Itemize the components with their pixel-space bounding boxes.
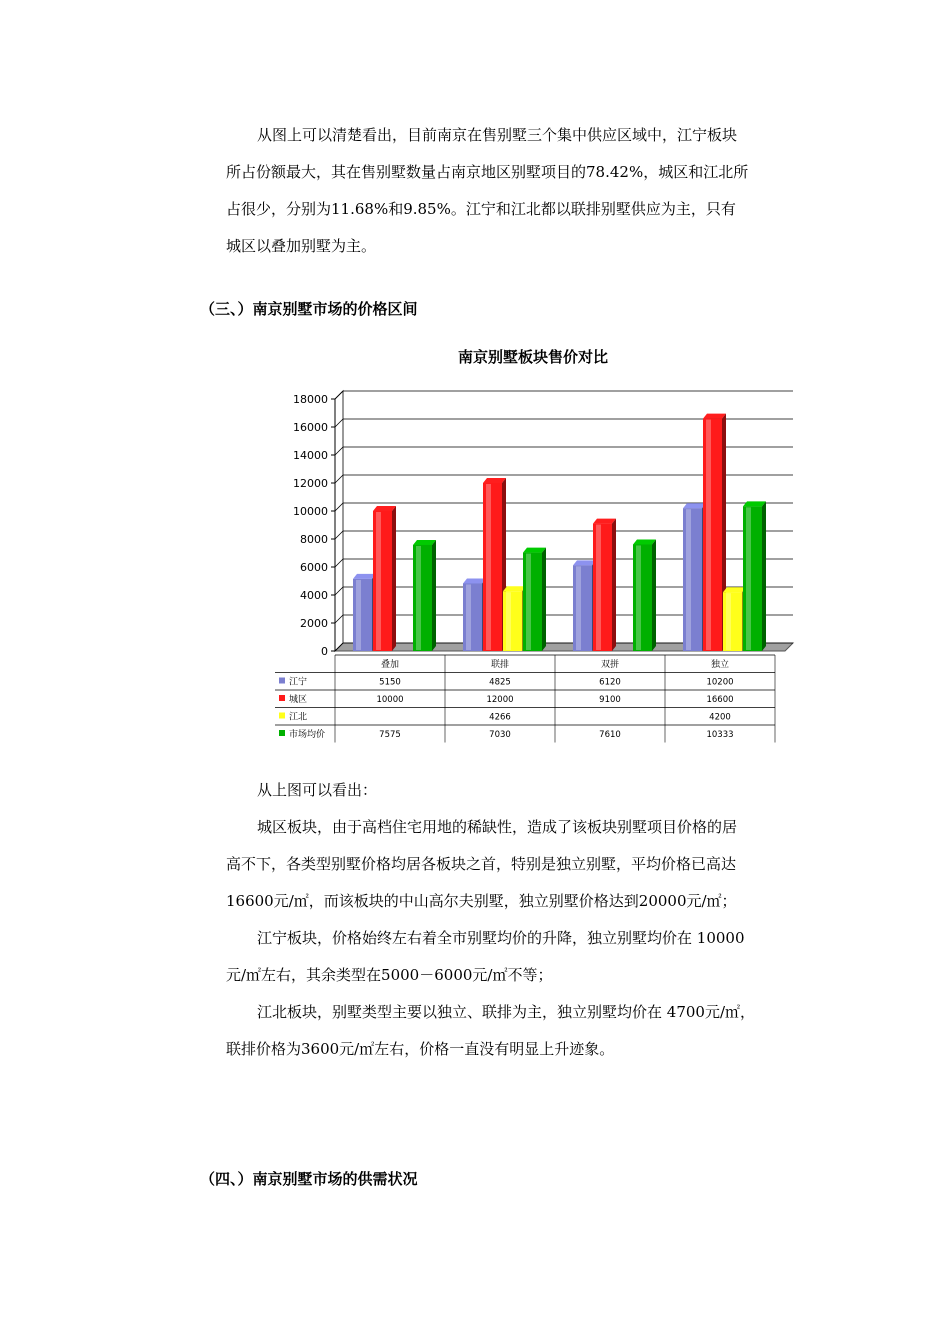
bar-front xyxy=(573,565,592,651)
data-label: 6120 xyxy=(599,677,621,688)
data-label: 10333 xyxy=(706,730,734,740)
bar-highlight xyxy=(746,507,751,650)
bar xyxy=(523,548,546,651)
bar xyxy=(373,506,396,651)
bar-top xyxy=(723,587,746,592)
bar-top xyxy=(633,539,656,544)
bar-front xyxy=(353,579,372,651)
y-tick-label: 16000 xyxy=(293,421,328,434)
bar-side xyxy=(612,519,616,651)
bar-top xyxy=(573,560,596,565)
intro-line: 城区以叠加别墅为主。 xyxy=(226,237,377,255)
analysis-line: 江北板块，别墅类型主要以独立、联排为主，独立别墅均价在 4700元/㎡， xyxy=(257,1003,755,1021)
bar-top xyxy=(503,586,526,591)
legend-label: 市场均价 xyxy=(289,730,326,740)
category-label: 双拼 xyxy=(600,660,620,670)
bar-highlight xyxy=(526,554,531,650)
bar-highlight xyxy=(416,546,421,650)
analysis-line: 16600元/㎡，而该板块的中山高尔夫别墅，独立别墅价格达到20000元/㎡； xyxy=(226,892,737,910)
bar xyxy=(463,578,486,651)
legend-swatch xyxy=(279,730,285,736)
y-tick-label: 0 xyxy=(321,645,328,658)
legend-label: 江宁 xyxy=(289,677,308,688)
data-label: 9100 xyxy=(599,695,621,705)
bar-side xyxy=(762,501,766,651)
bar-front xyxy=(703,419,722,651)
bar xyxy=(353,574,376,651)
legend-label: 城区 xyxy=(289,695,308,705)
bar-top xyxy=(703,414,726,419)
category-label: 独立 xyxy=(710,660,730,670)
bar-top xyxy=(593,519,616,524)
bar-side xyxy=(392,506,396,651)
bar xyxy=(723,587,746,651)
bar-front xyxy=(463,583,482,651)
bar xyxy=(503,586,526,651)
data-label: 4200 xyxy=(709,712,731,723)
price-comparison-chart xyxy=(265,335,795,750)
intro-line: 从图上可以清楚看出，目前南京在售别墅三个集中供应区域中，江宁板块 xyxy=(257,126,738,144)
y-tick-label: 2000 xyxy=(300,617,328,630)
data-label: 16600 xyxy=(706,695,734,705)
bar-front xyxy=(633,544,652,651)
chart-data-table xyxy=(275,655,775,743)
bar-side xyxy=(432,540,436,651)
bar-front xyxy=(593,524,612,651)
legend-swatch xyxy=(279,713,285,719)
bar xyxy=(633,539,656,651)
intro-line: 占很少，分别为11.68%和9.85%。江宁和江北都以联排别墅供应为主，只有 xyxy=(226,200,736,218)
bar-highlight xyxy=(466,584,471,650)
bar-top xyxy=(523,548,546,553)
y-tick-label: 14000 xyxy=(293,449,328,462)
analysis-line: 高不下，各类型别墅价格均居各板块之首，特别是独立别墅，平均价格已高达 xyxy=(226,855,737,873)
data-label: 4825 xyxy=(489,677,511,688)
y-tick-label: 4000 xyxy=(300,589,328,602)
bar-side xyxy=(542,548,546,651)
bar-front xyxy=(743,506,762,651)
bar xyxy=(483,478,506,651)
analysis-line: 联排价格为3600元/㎡左右，价格一直没有明显上升迹象。 xyxy=(226,1040,615,1058)
bar-highlight xyxy=(706,420,711,650)
bar xyxy=(573,560,596,651)
analysis-line: 城区板块，由于高档住宅用地的稀缺性，造成了该板块别墅项目价格的居 xyxy=(257,818,738,836)
data-label: 7610 xyxy=(599,730,621,740)
bar-highlight xyxy=(356,580,361,650)
data-label: 5150 xyxy=(379,677,401,688)
data-label: 4266 xyxy=(489,712,511,723)
bar-top xyxy=(743,501,766,506)
bar-highlight xyxy=(506,592,511,650)
section-heading: （四、）南京别墅市场的供需状况 xyxy=(200,1170,418,1188)
bar-front xyxy=(413,545,432,651)
bar-front xyxy=(373,511,392,651)
bar-highlight xyxy=(686,509,691,650)
bar-front xyxy=(683,508,702,651)
bar-top xyxy=(373,506,396,511)
bar-highlight xyxy=(636,545,641,650)
y-tick-label: 10000 xyxy=(293,505,328,518)
chart-title: 南京别墅板块售价对比 xyxy=(457,348,609,366)
category-label: 叠加 xyxy=(380,660,400,670)
category-label: 联排 xyxy=(490,660,510,670)
analysis-paragraph xyxy=(226,772,816,1068)
bar-highlight xyxy=(376,512,381,650)
chart-axes xyxy=(293,393,335,658)
bar-highlight xyxy=(576,566,581,650)
legend-label: 江北 xyxy=(289,712,308,723)
chart-side-wall xyxy=(335,391,343,651)
y-tick-label: 8000 xyxy=(300,533,328,546)
data-label: 10200 xyxy=(706,677,734,688)
bar-highlight xyxy=(486,484,491,650)
bar-front xyxy=(523,553,542,651)
bar-top xyxy=(683,503,706,508)
intro-line: 所占份额最大，其在售别墅数量占南京地区别墅项目的78.42%，城区和江北所 xyxy=(226,163,749,181)
bar-front xyxy=(483,483,502,651)
bar-top xyxy=(413,540,436,545)
bar-side xyxy=(652,539,656,651)
data-label: 12000 xyxy=(486,695,514,705)
bar xyxy=(703,414,726,651)
bar-top xyxy=(353,574,376,579)
bar xyxy=(413,540,436,651)
data-label: 10000 xyxy=(376,695,404,705)
bar xyxy=(683,503,706,651)
analysis-line: 江宁板块，价格始终左右着全市别墅均价的升降，独立别墅均价在 10000 xyxy=(257,929,745,947)
bar-front xyxy=(723,592,742,651)
y-tick-label: 18000 xyxy=(293,393,328,406)
bar-front xyxy=(503,591,522,651)
legend-swatch xyxy=(279,695,285,701)
bar-highlight xyxy=(596,525,601,650)
data-label: 7575 xyxy=(379,730,401,740)
legend-swatch xyxy=(279,678,285,684)
analysis-line: 从上图可以看出： xyxy=(257,781,378,799)
bar-highlight xyxy=(726,593,731,650)
bar-top xyxy=(463,578,486,583)
data-label: 7030 xyxy=(489,730,511,740)
bar-top xyxy=(483,478,506,483)
y-tick-label: 6000 xyxy=(300,561,328,574)
bar xyxy=(593,519,616,651)
y-tick-label: 12000 xyxy=(293,477,328,490)
bar xyxy=(743,501,766,651)
section-heading: （三、）南京别墅市场的价格区间 xyxy=(200,300,418,318)
analysis-line: 元/㎡左右，其余类型在5000－6000元/㎡不等； xyxy=(226,966,553,984)
intro-paragraph xyxy=(226,117,816,265)
